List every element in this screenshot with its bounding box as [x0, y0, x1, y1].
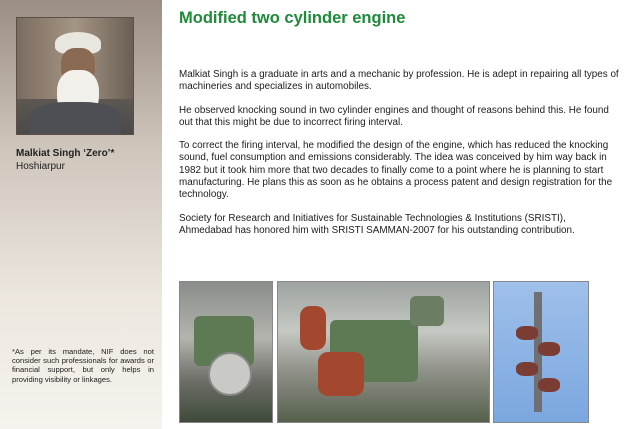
- fuel-tank: [300, 306, 326, 350]
- paragraph-solution: To correct the firing interval, he modified the design of the engine, which has reduced the knocking sound, fuel consumption and emissions considerably. The idea was conceived by him way back in 1982 but it took him more that two decades to finally come to a point where he is planning to start manufacturing. He plans this as soon as he obtains a process patent and design registration for the technology.: [179, 140, 613, 201]
- rear-machinery: [410, 296, 444, 326]
- crank-web: [516, 326, 538, 340]
- innovator-location: Hoshiarpur: [16, 161, 65, 172]
- crank-web: [538, 342, 560, 356]
- engine-front-photo: [277, 281, 490, 423]
- description: [179, 69, 619, 248]
- engine-side-photo: [179, 281, 273, 423]
- paragraph-problem: He observed knocking sound in two cylinder engines and thought of reasons behind this. He found out that this might be due to incorrect firing interval.: [179, 104, 609, 128]
- engine-cover: [318, 352, 364, 396]
- portrait-shirt: [29, 102, 121, 135]
- paragraph-award: Society for Research and Initiatives for Sustainable Technologies & Institutions (SRISTI), Ahmedabad has honored him with SRISTI SAMMAN-2007 for his outstanding contribution.: [179, 212, 575, 236]
- innovator-portrait-photo: [16, 17, 134, 135]
- crankshaft-photo: [493, 281, 589, 423]
- paragraph-background: Malkiat Singh is a graduate in arts and a mechanic by profession. He is adept in repairing all types of machineries and specializes in automobiles.: [179, 69, 619, 93]
- innovator-name: Malkiat Singh ‘Zero’*: [16, 148, 115, 159]
- page-title: Modified two cylinder engine: [179, 9, 406, 27]
- crank-web: [538, 378, 560, 392]
- flywheel: [208, 352, 252, 396]
- crank-web: [516, 362, 538, 376]
- footnote: *As per its mandate, NIF does not consider such professionals for awards or financial support, but only helps in providing visibility or linkages.: [12, 347, 154, 384]
